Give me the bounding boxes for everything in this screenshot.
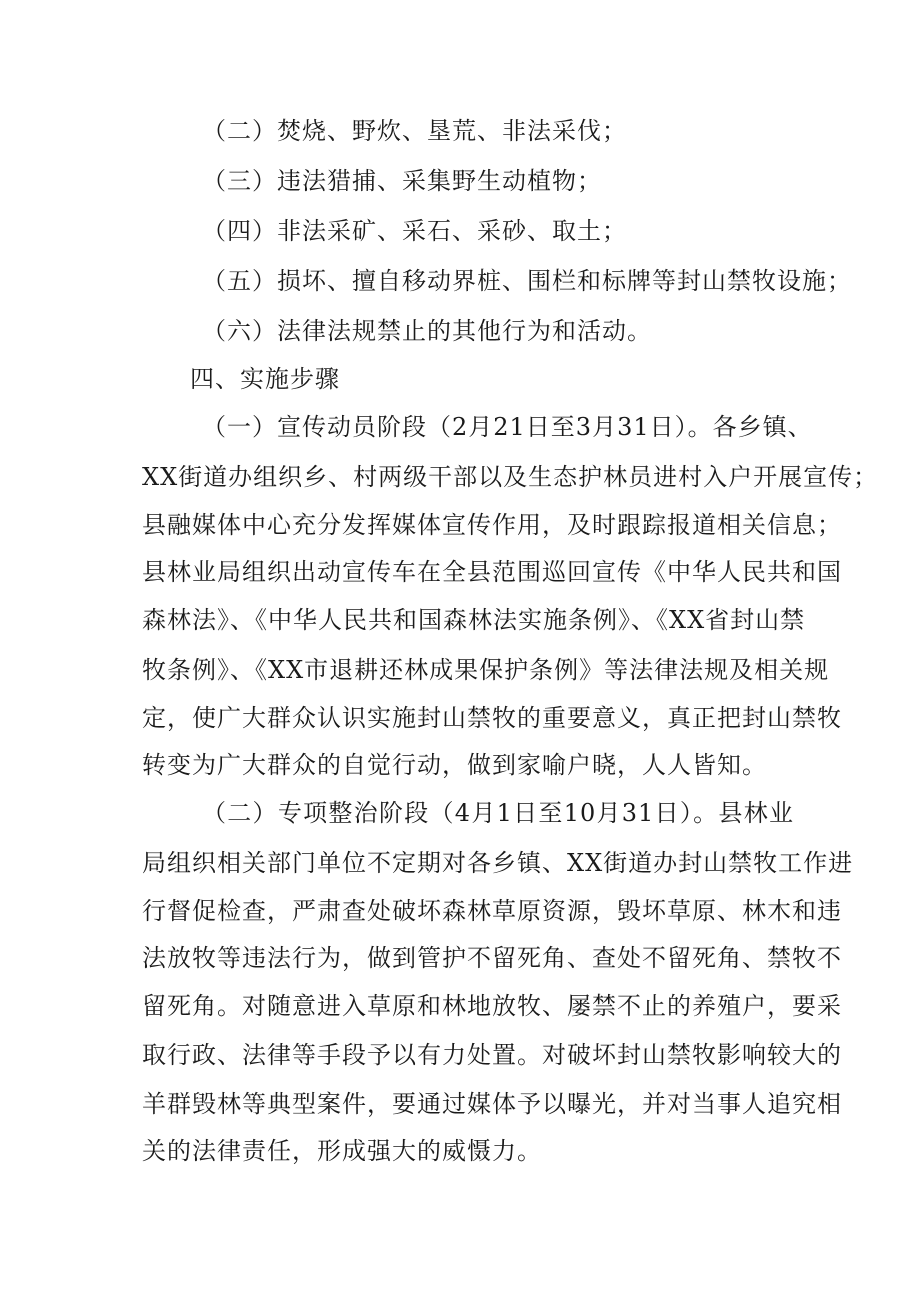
paragraph-line: 牧条例》、《XX市退耕还林成果保护条例》等法律法规及相关规 [142,656,830,684]
list-item: （四）非法采矿、采石、采砂、取土； [202,217,627,245]
paragraph-line: XX街道办组织乡、村两级干部以及生态护林员进村入户开展宣传； [142,463,879,491]
paragraph-line: 县林业局组织出动宣传车在全县范围巡回宣传《中华人民共和国 [142,558,842,586]
section-heading: 四、实施步骤 [190,365,340,393]
list-item: （六）法律法规禁止的其他行为和活动。 [202,317,652,345]
paragraph-line: （一）宣传动员阶段（2月21日至3月31日）。各乡镇、 [202,413,813,441]
paragraph-line: 转变为广大群众的自觉行动，做到家喻户晓，人人皆知。 [142,751,767,779]
paragraph-line: 局组织相关部门单位不定期对各乡镇、XX街道办封山禁牧工作进 [142,849,854,877]
paragraph-line: 行督促检查，严肃查处破坏森林草原资源，毁坏草原、林木和违 [142,897,842,925]
paragraph-line: 关的法律责任，形成强大的威慑力。 [142,1137,542,1165]
list-item: （二）焚烧、野炊、垦荒、非法采伐； [202,117,627,145]
paragraph-line: 森林法》、《中华人民共和国森林法实施条例》、《XX省封山禁 [142,606,806,634]
paragraph-line: 取行政、法律等手段予以有力处置。对破坏封山禁牧影响较大的 [142,1041,842,1069]
paragraph-line: （二）专项整治阶段（4月1日至10月31日）。县林业 [202,799,794,827]
list-item: （三）违法猎捕、采集野生动植物； [202,167,602,195]
paragraph-line: 定，使广大群众认识实施封山禁牧的重要意义，真正把封山禁牧 [142,704,842,732]
paragraph-line: 留死角。对随意进入草原和林地放牧、屡禁不止的养殖户，要采 [142,992,842,1020]
paragraph-line: 法放牧等违法行为，做到管护不留死角、查处不留死角、禁牧不 [142,944,842,972]
paragraph-line: 县融媒体中心充分发挥媒体宣传作用，及时跟踪报道相关信息； [142,511,842,539]
list-item: （五）损坏、擅自移动界桩、围栏和标牌等封山禁牧设施； [202,267,852,295]
paragraph-line: 羊群毁林等典型案件，要通过媒体予以曝光，并对当事人追究相 [142,1090,842,1118]
